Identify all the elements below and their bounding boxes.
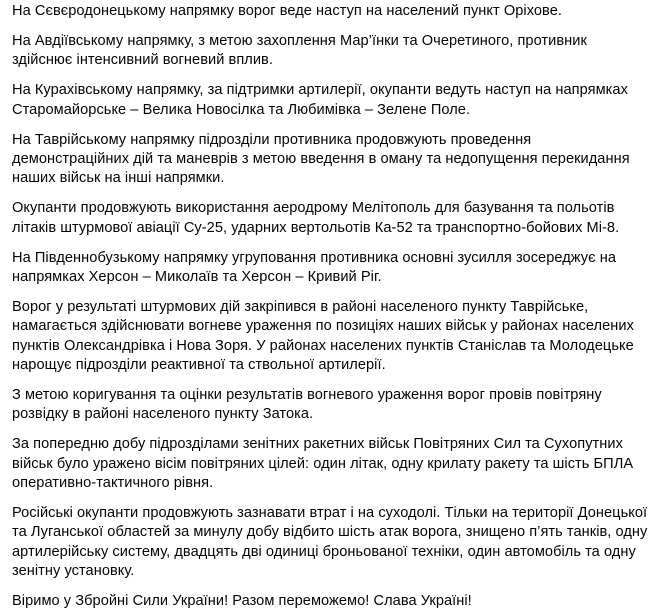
paragraph-tavriiske: Ворог у результаті штурмових дій закріпився в районі населеного пункту Таврійське, намагається здійснювати вогневе ураження по позиціях наших військ у районах населених пунктів Олександрівка і Нова Зоря. У районах населених пунктів Станіслав та Молодецьке нарощує підрозділи реактивної та ствольної артилерії.: [12, 298, 634, 374]
paragraph-air-targets: За попередню добу підрозділами зенітних ракетних військ Повітряних Сил та Сухопутних військ було уражено вісім повітряних цілей: один літак, одну крилату ракету та шість БПЛА оперативно-тактичного рівня.: [12, 436, 634, 492]
paragraph-kurakhove: На Курахівському напрямку, за підтримки артилерії, окупанти ведуть наступ на напрямках Старомайорське – Велика Новосілка та Любимівка – Зелене Поле.: [12, 82, 628, 118]
paragraph-pivdennyi-buh: На Південнобузькому напрямку угруповання противника основні зусилля зосереджує на напрямках Херсон – Миколаїв та Херсон – Кривий Ріг.: [12, 249, 616, 285]
paragraph-avdiivka: На Авдіївському напрямку, з метою захоплення Мар’їнки та Очеретиного, противник здійснює інтенсивний вогневий вплив.: [12, 32, 587, 69]
paragraph-ground-losses: Російські окупанти продовжують зазнавати втрат і на суходолі. Тільки на території Донецької та Луганської областей за минулу добу відбито шість атак ворога, знищено п’ять танків, одну артилерійську систему, двадцять дві одиниці броньованої техніки, один автомобіль та одну зенітну установку.: [12, 505, 648, 580]
paragraph-air-reconnaissance: З метою коригування та оцінки результатів вогневого ураження ворог провів повітряну розвідку в районі населеного пункту Затока.: [12, 387, 602, 423]
paragraph-tavriia: На Таврійському напрямку підрозділи противника продовжують проведення демонстраційних дій та маневрів з метою введення в оману та недопущення перекидання наших військ на інші напрямки.: [12, 131, 630, 187]
paragraph-closing: Віримо у Збройні Сили України! Разом переможемо! Слава Україні!: [12, 593, 472, 610]
paragraph-melitopol-airfield: Окупанти продовжують використання аеродрому Мелітополь для базування та польотів літаків штурмової авіації Су-25, ударних вертольотів Ка-52 та транспортно-бойових Мі-8.: [12, 200, 620, 236]
paragraph-sievierodonetsk: На Сєвєродонецькому напрямку ворог веде наступ на населений пункт Оріхове.: [12, 3, 562, 19]
